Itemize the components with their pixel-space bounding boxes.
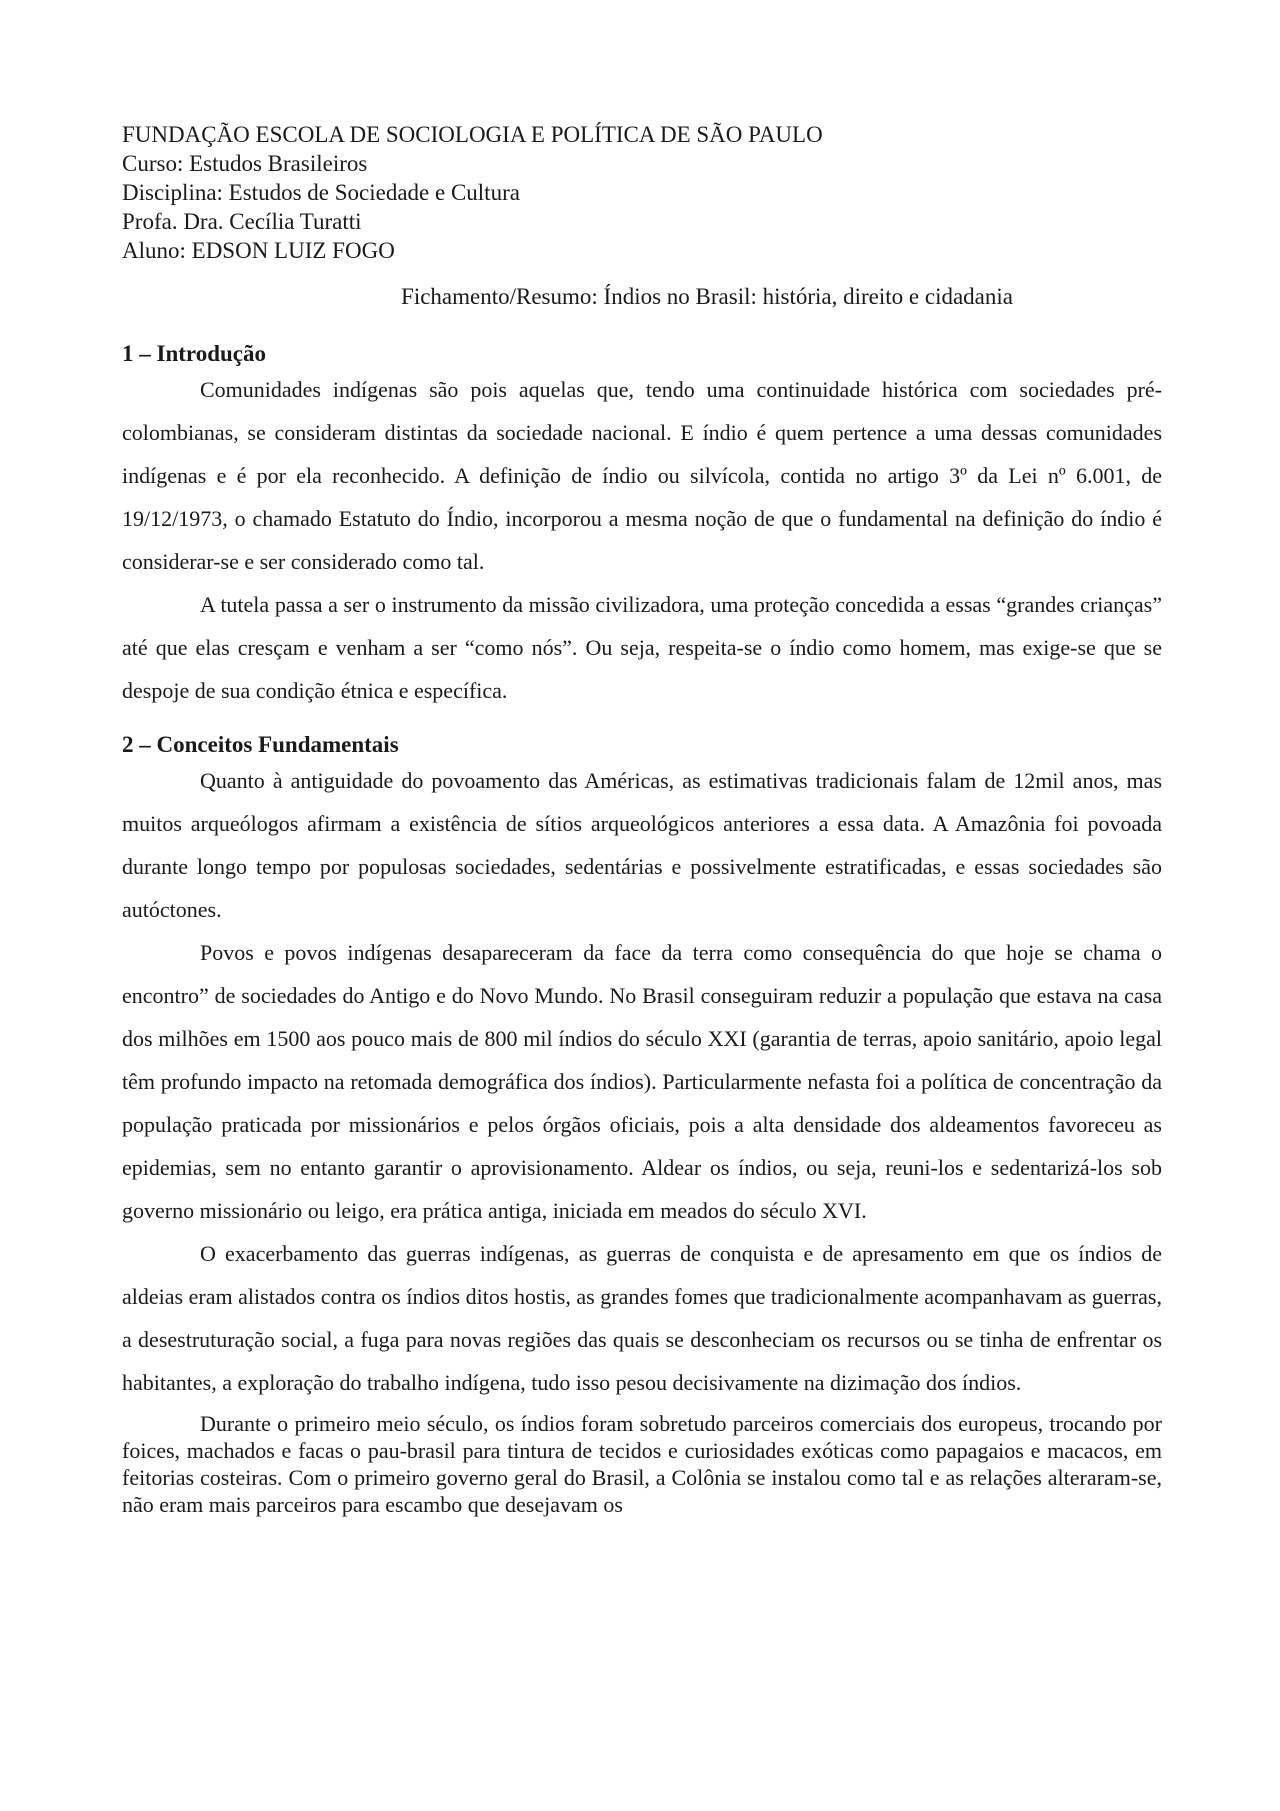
- paragraph: Durante o primeiro meio século, os índios foram sobretudo parceiros comerciais dos europeus, trocando por foices, machados e facas o pau-brasil para tintura de tecidos e curiosidades exóticas como papagaios e macacos, em feitorias costeiras. Com o primeiro governo geral do Brasil, a Colônia se instalou como tal e as relações alteraram-se, não eram mais parceiros para escambo que desejavam os: [122, 1411, 1162, 1517]
- section-heading-conceitos: 2 – Conceitos Fundamentais: [122, 732, 399, 757]
- document-title: Fichamento/Resumo: Índios no Brasil: história, direito e cidadania: [401, 284, 1013, 309]
- paragraph: A tutela passa a ser o instrumento da missão civilizadora, uma proteção concedida a essas “grandes crianças” até que elas cresçam e venham a ser “como nós”. Ou seja, respeita-se o índio como homem, mas exige-se que se despoje de sua condição étnica e específica.: [122, 592, 1162, 703]
- institution-name: FUNDAÇÃO ESCOLA DE SOCIOLOGIA E POLÍTICA DE SÃO PAULO: [122, 122, 823, 147]
- paragraph: Comunidades indígenas são pois aquelas que, tendo uma continuidade histórica com sociedades pré-colombianas, se consideram distintas da sociedade nacional. E índio é quem pertence a uma dessas comunidades indígenas e é por ela reconhecido. A definição de índio ou silvícola, contida no artigo 3º da Lei nº 6.001, de 19/12/1973, o chamado Estatuto do Índio, incorporou a mesma noção de que o fundamental na definição do índio é considerar-se e ser considerado como tal.: [122, 377, 1162, 574]
- paragraph: O exacerbamento das guerras indígenas, as guerras de conquista e de apresamento em que os índios de aldeias eram alistados contra os índios ditos hostis, as grandes fomes que tradicionalmente acompanhavam as guerras, a desestruturação social, a fuga para novas regiões das quais se desconheciam os recursos ou se tinha de enfrentar os habitantes, a exploração do trabalho indígena, tudo isso pesou decisivamente na dizimação dos índios.: [122, 1241, 1162, 1395]
- document-header: [122, 120, 1162, 265]
- student-line: Aluno: EDSON LUIZ FOGO: [122, 238, 395, 263]
- section-heading-introducao: 1 – Introdução: [122, 341, 266, 366]
- document-body: [122, 120, 1162, 1518]
- paragraph: Povos e povos indígenas desapareceram da face da terra como consequência do que hoje se chama o encontro” de sociedades do Antigo e do Novo Mundo. No Brasil conseguiram reduzir a população que estava na casa dos milhões em 1500 aos pouco mais de 800 mil índios do século XXI (garantia de terras, apoio sanitário, apoio legal têm profundo impacto na retomada demográfica dos índios). Particularmente nefasta foi a política de concentração da população praticada por missionários e pelos órgãos oficiais, pois a alta densidade dos aldeamentos favoreceu as epidemias, sem no entanto garantir o aprovisionamento. Aldear os índios, ou seja, reuni-los e sedentarizá-los sob governo missionário ou leigo, era prática antiga, iniciada em meados do século XVI.: [122, 940, 1162, 1223]
- paragraph: Quanto à antiguidade do povoamento das Américas, as estimativas tradicionais falam de 12mil anos, mas muitos arqueólogos afirmam a existência de sítios arqueológicos anteriores a essa data. A Amazônia foi povoada durante longo tempo por populosas sociedades, sedentárias e possivelmente estratificadas, e essas sociedades são autóctones.: [122, 768, 1162, 922]
- discipline-line: Disciplina: Estudos de Sociedade e Cultura: [122, 180, 520, 205]
- course-line: Curso: Estudos Brasileiros: [122, 151, 368, 176]
- professor-line: Profa. Dra. Cecília Turatti: [122, 209, 362, 234]
